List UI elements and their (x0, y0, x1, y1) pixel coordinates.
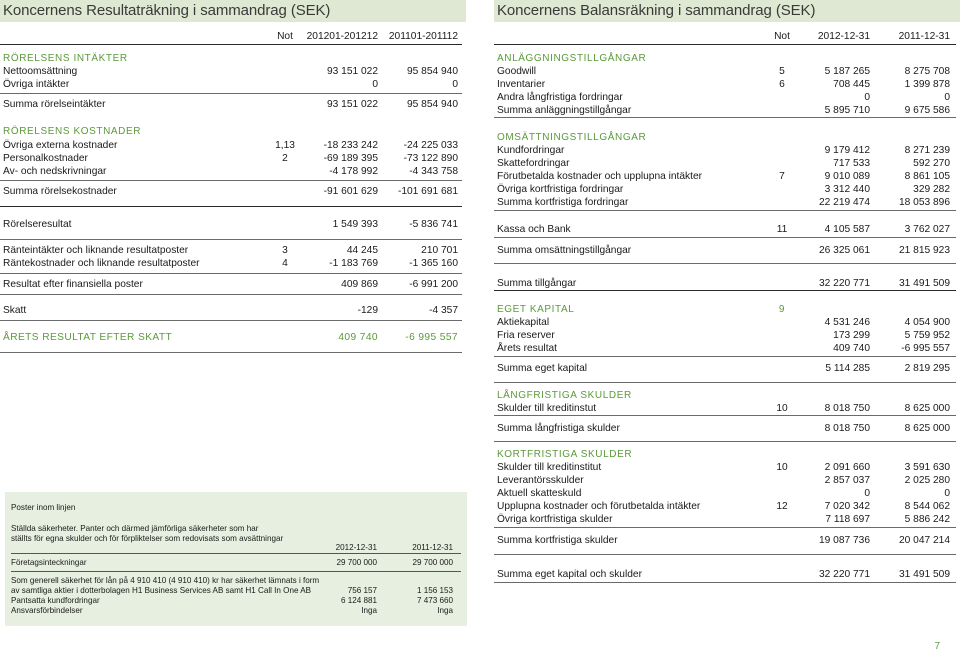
header-period-current: 2012-12-31 (817, 31, 870, 42)
row-value-previous: -4 357 (429, 305, 458, 316)
section-heading (494, 303, 956, 316)
row-label: Övriga kortfristiga skulder (497, 514, 613, 525)
row-value-current: 26 325 061 (819, 245, 870, 256)
row-label: ANLÄGGNINGSTILLGÅNGAR (497, 53, 647, 64)
row-label: Övriga intäkter (3, 79, 70, 90)
row-value-current: 2 857 037 (824, 475, 870, 486)
header-period-previous: 201101-201112 (388, 31, 458, 42)
row-value-current: 2 091 660 (824, 462, 870, 473)
statement-row (494, 422, 956, 435)
statement-row (494, 244, 956, 257)
row-value-previous: 21 815 923 (899, 245, 950, 256)
row-value-current: 8 018 750 (824, 403, 870, 414)
divider (11, 553, 461, 554)
row-value-current: 717 533 (833, 158, 870, 169)
row-label: Övriga externa kostnader (3, 140, 118, 151)
row-label: KORTFRISTIGA SKULDER (497, 449, 633, 460)
row-value-previous: -4 343 758 (409, 166, 458, 177)
row-value-current: 4 105 587 (824, 224, 870, 235)
statement-row (494, 91, 956, 104)
pledge-header-row (5, 542, 467, 553)
row-label: Nettoomsättning (3, 66, 78, 77)
income-statement-title: Koncernens Resultaträkning i sammandrag (SEK) (0, 0, 466, 22)
section-heading (494, 389, 956, 402)
pledge-row-label: Som generell säkerhet för lån på 4 910 410 (4 910 410) kr har säkerhet lämnats i form (11, 576, 320, 585)
statement-row (494, 78, 956, 91)
header-note: Not (277, 31, 293, 42)
row-label: Skulder till kreditinstut (497, 403, 597, 414)
row-value-previous: 5 759 952 (904, 330, 950, 341)
statement-row (0, 257, 460, 270)
row-label: Personalkostnader (3, 153, 88, 164)
row-note: 12 (776, 501, 788, 512)
row-label: Övriga kortfristiga fordringar (497, 184, 624, 195)
row-label: Summa omsättningstillgångar (497, 245, 632, 256)
row-value-current: 9 179 412 (824, 145, 870, 156)
row-label: Rörelseresultat (3, 219, 72, 230)
divider (0, 320, 462, 321)
pledge-row-v2: 1 156 153 (416, 586, 453, 595)
row-label: Upplupna kostnader och förutbetalda intäkter (497, 501, 701, 512)
statement-row (0, 185, 460, 198)
divider (0, 294, 462, 295)
row-label: Summa kortfristiga skulder (497, 535, 618, 546)
statement-row (494, 170, 956, 183)
row-value-previous: 9 675 586 (904, 105, 950, 116)
row-value-current: 7 020 342 (824, 501, 870, 512)
row-value-previous: 8 275 708 (904, 66, 950, 77)
row-label: EGET KAPITAL (497, 304, 575, 315)
row-label: Skatt (3, 305, 27, 316)
pledge-row-v1: 29 700 000 (336, 558, 377, 567)
row-value-current: -69 189 395 (323, 153, 378, 164)
row-label: Skattefordringar (497, 158, 570, 169)
section-heading (0, 125, 460, 138)
divider (494, 117, 956, 118)
divider (494, 263, 956, 264)
row-value-previous: 95 854 940 (407, 66, 458, 77)
statement-row (0, 78, 460, 91)
row-value-current: 19 087 736 (819, 535, 870, 546)
row-value-previous: 8 625 000 (904, 403, 950, 414)
statement-row (0, 218, 460, 231)
row-value-previous: 5 886 242 (904, 514, 950, 525)
divider (0, 273, 462, 274)
pledge-row-label: av samtliga aktier i dotterbolagen H1 Business Services AB samt H1 Call In One AB (11, 586, 312, 595)
row-label: RÖRELSENS INTÄKTER (3, 53, 128, 64)
row-label: RÖRELSENS KOSTNADER (3, 126, 142, 137)
statement-row (494, 277, 956, 290)
row-note: 9 (778, 304, 786, 315)
section-heading (0, 52, 460, 65)
row-value-previous: 31 491 509 (899, 278, 950, 289)
row-label: LÅNGFRISTIGA SKULDER (497, 390, 632, 401)
statement-row (0, 331, 460, 344)
row-value-previous: 4 054 900 (904, 317, 950, 328)
row-label: Summa långfristiga skulder (497, 423, 620, 434)
row-value-current: 32 220 771 (819, 569, 870, 580)
divider (494, 441, 956, 442)
divider (494, 44, 956, 45)
pledge-header-c1: 2012-12-31 (335, 543, 377, 552)
row-value-current: 44 245 (346, 245, 378, 256)
row-value-current: 7 118 697 (825, 514, 870, 525)
row-value-previous: 2 025 280 (904, 475, 950, 486)
statement-row (494, 568, 956, 581)
statement-row (494, 144, 956, 157)
divider (0, 180, 462, 181)
row-value-current: 3 312 440 (824, 184, 870, 195)
pledge-row-v2: Inga (437, 606, 453, 615)
row-value-previous: 18 053 896 (899, 197, 950, 208)
row-value-previous: -73 122 890 (403, 153, 458, 164)
row-note: 7 (779, 171, 785, 182)
page-number: 7 (934, 641, 940, 652)
statement-row (0, 304, 460, 317)
row-value-current: 173 299 (833, 330, 870, 341)
row-value-current: 22 219 474 (819, 197, 870, 208)
row-value-current: 0 (372, 79, 378, 90)
row-label: ÅRETS RESULTAT EFTER SKATT (3, 332, 173, 343)
row-value-current: 708 445 (833, 79, 870, 90)
section-heading (494, 448, 956, 461)
row-value-previous: 592 270 (913, 158, 950, 169)
pledge-title: Poster inom linjen (11, 503, 76, 512)
row-value-current: 5 187 265 (824, 66, 870, 77)
row-value-previous: -101 691 681 (397, 186, 458, 197)
row-note: 10 (776, 462, 788, 473)
row-label: Summa eget kapital (497, 363, 588, 374)
row-value-previous: 0 (944, 92, 950, 103)
pledge-row-label: Företagsinteckningar (11, 558, 87, 567)
pledge-row (5, 605, 467, 616)
section-heading (494, 131, 956, 144)
row-note: 10 (776, 403, 788, 414)
statement-row (494, 183, 956, 196)
row-label: Räntekostnader och liknande resultatposter (3, 258, 200, 269)
divider (494, 527, 956, 528)
row-label: Av- och nedskrivningar (3, 166, 107, 177)
pledge-header-c2: 2011-12-31 (412, 543, 453, 552)
pledge-row-v2: 7 473 660 (416, 596, 453, 605)
divider (494, 290, 956, 291)
row-value-current: -4 178 992 (329, 166, 378, 177)
row-value-current: -91 601 629 (323, 186, 378, 197)
statement-row (494, 534, 956, 547)
row-label: Leverantörsskulder (497, 475, 584, 486)
balance-sheet-title: Koncernens Balansräkning i sammandrag (SEK) (494, 0, 960, 22)
divider (494, 210, 956, 211)
row-note: 2 (282, 153, 288, 164)
row-label: Kassa och Bank (497, 224, 571, 235)
column-header-row (0, 30, 460, 43)
statement-row (494, 362, 956, 375)
row-label: Inventarier (497, 79, 546, 90)
row-value-previous: -1 365 160 (409, 258, 458, 269)
row-label: Ränteintäkter och liknande resultatposter (3, 245, 189, 256)
row-label: Goodwill (497, 66, 537, 77)
row-value-previous: 8 271 239 (904, 145, 950, 156)
row-label: OMSÄTTNINGSTILLGÅNGAR (497, 132, 647, 143)
row-label: Summa kortfristiga fordringar (497, 197, 629, 208)
header-note: Not (774, 31, 790, 42)
row-value-previous: 3 762 027 (904, 224, 950, 235)
pledge-row-v1: 6 124 881 (340, 596, 377, 605)
statement-row (494, 513, 956, 526)
row-value-current: 409 869 (341, 279, 378, 290)
divider (494, 415, 956, 416)
row-value-current: 409 740 (338, 332, 378, 343)
statement-row (0, 65, 460, 78)
statement-row (0, 139, 460, 152)
row-value-previous: 8 544 062 (904, 501, 950, 512)
row-note: 5 (779, 66, 785, 77)
row-value-previous: 8 861 105 (904, 171, 950, 182)
statement-row (494, 474, 956, 487)
statement-row (0, 278, 460, 291)
row-label: Summa eget kapital och skulder (497, 569, 642, 580)
row-value-previous: -24 225 033 (403, 140, 458, 151)
divider (0, 352, 462, 353)
row-value-current: 5 895 710 (824, 105, 870, 116)
row-label: Skulder till kreditinstitut (497, 462, 602, 473)
statement-row (0, 165, 460, 178)
divider (494, 356, 956, 357)
pledge-title-row (5, 502, 467, 513)
row-label: Summa rörelseintäkter (3, 99, 106, 110)
row-label: Andra långfristiga fordringar (497, 92, 623, 103)
row-note: 6 (779, 79, 785, 90)
row-value-previous: 1 399 878 (904, 79, 950, 90)
row-value-previous: -5 836 741 (409, 219, 458, 230)
row-value-previous: 3 591 630 (904, 462, 950, 473)
row-label: Resultat efter finansiella poster (3, 279, 143, 290)
row-note: 3 (282, 245, 288, 256)
divider (494, 554, 956, 555)
row-value-current: 93 151 022 (327, 99, 378, 110)
header-period-current: 201201-201212 (306, 31, 378, 42)
row-value-current: 32 220 771 (819, 278, 870, 289)
off-balance-items-box (5, 492, 467, 626)
row-value-previous: -6 995 557 (405, 332, 458, 343)
statement-row (494, 487, 956, 500)
pledge-row-v1: Inga (361, 606, 377, 615)
section-heading (494, 52, 956, 65)
row-note: 4 (282, 258, 288, 269)
statement-row (0, 244, 460, 257)
pledge-row-label: Pantsatta kundfordringar (11, 596, 100, 605)
statement-row (494, 223, 956, 236)
divider (0, 206, 462, 207)
row-value-current: 0 (864, 92, 870, 103)
row-label: Summa tillgångar (497, 278, 577, 289)
row-value-previous: 329 282 (913, 184, 950, 195)
statement-row (494, 157, 956, 170)
row-value-previous: 2 819 295 (904, 363, 950, 374)
row-value-previous: -6 995 557 (901, 343, 950, 354)
divider (494, 582, 956, 583)
divider (494, 382, 956, 383)
statement-row (494, 342, 956, 355)
row-value-previous: 95 854 940 (407, 99, 458, 110)
divider (0, 44, 462, 45)
row-label: Aktuell skatteskuld (497, 488, 582, 499)
pledge-intro-2: ställts för egna skulder och för förpliktelser som redovisats som avsättningar (11, 534, 284, 543)
row-label: Summa anläggningstillgångar (497, 105, 632, 116)
pledge-row-v2: 29 700 000 (412, 558, 453, 567)
row-note: 1,13 (275, 140, 295, 151)
divider (0, 93, 462, 94)
statement-row (0, 98, 460, 111)
row-value-current: -1 183 769 (329, 258, 378, 269)
pledge-row-v1: 756 157 (347, 586, 377, 595)
row-label: Fria reserver (497, 330, 555, 341)
row-value-previous: 0 (452, 79, 458, 90)
row-value-current: 0 (864, 488, 870, 499)
column-header-row (494, 30, 956, 43)
divider (0, 239, 462, 240)
row-value-current: 4 531 246 (824, 317, 870, 328)
row-value-previous: 210 701 (421, 245, 458, 256)
header-period-previous: 2011-12-31 (898, 31, 950, 42)
row-label: Aktiekapital (497, 317, 550, 328)
row-value-current: 93 151 022 (327, 66, 378, 77)
row-value-previous: 31 491 509 (899, 569, 950, 580)
statement-row (0, 152, 460, 165)
statement-row (494, 329, 956, 342)
row-label: Förutbetalda kostnader och upplupna intäkter (497, 171, 703, 182)
statement-row (494, 316, 956, 329)
statement-row (494, 196, 956, 209)
row-value-current: 8 018 750 (824, 423, 870, 434)
pledge-intro-1: Ställda säkerheter. Panter och därmed jämförliga säkerheter som har (11, 524, 259, 533)
row-value-previous: -6 991 200 (409, 279, 458, 290)
row-value-previous: 0 (944, 488, 950, 499)
divider (494, 237, 956, 238)
pledge-row-label: Ansvarsförbindelser (11, 606, 83, 615)
row-label: Summa rörelsekostnader (3, 186, 117, 197)
statement-row (494, 461, 956, 474)
row-value-current: 5 114 285 (825, 363, 870, 374)
row-value-current: 409 740 (833, 343, 870, 354)
statement-row (494, 65, 956, 78)
row-value-previous: 8 625 000 (904, 423, 950, 434)
statement-row (494, 104, 956, 117)
row-label: Kundfordringar (497, 145, 565, 156)
row-value-current: 9 010 089 (824, 171, 870, 182)
pledge-row (5, 557, 467, 568)
statement-row (494, 500, 956, 513)
statement-row (494, 402, 956, 415)
row-value-previous: 20 047 214 (899, 535, 950, 546)
row-value-current: 1 549 393 (332, 219, 378, 230)
row-value-current: -18 233 242 (323, 140, 378, 151)
row-label: Årets resultat (497, 343, 558, 354)
row-value-current: -129 (357, 305, 378, 316)
row-note: 11 (776, 224, 788, 235)
divider (11, 571, 461, 572)
